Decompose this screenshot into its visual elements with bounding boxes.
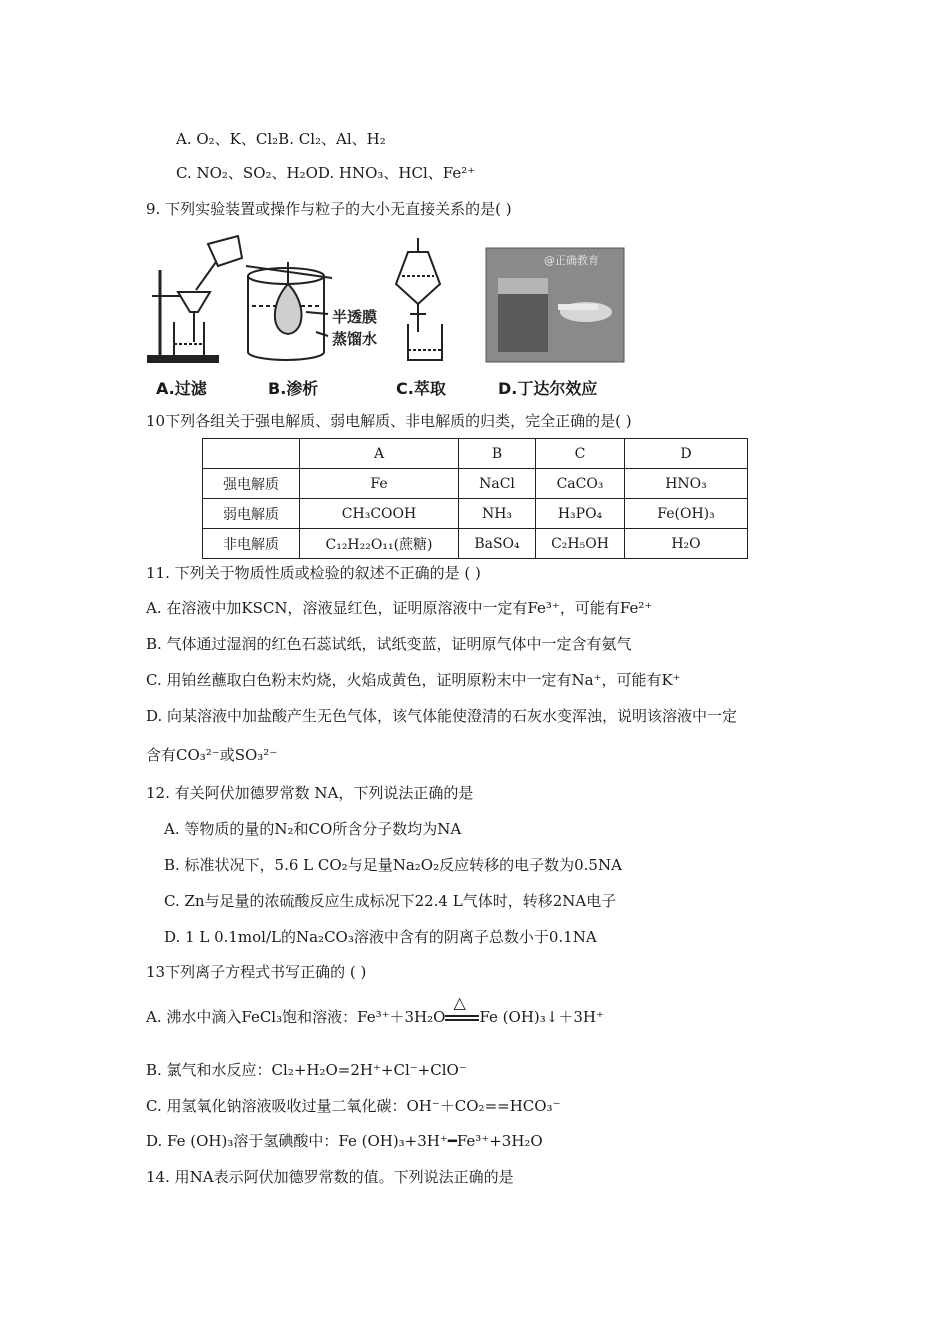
q11-option-b: B. 气体通过湿润的红色石蕊试纸，试纸变蓝，证明原气体中一定含有氨气: [146, 635, 632, 653]
q8-options-ab: A. O₂、K、Cl₂B. Cl₂、Al、H₂: [176, 130, 386, 148]
table-cell: H₃PO₄: [536, 499, 625, 529]
q10-stem: 10下列各组关于强电解质、弱电解质、非电解质的归类，完全正确的是( ): [146, 412, 632, 430]
dialysis-apparatus-icon: [246, 262, 332, 360]
q13a-products: Fe (OH)₃↓＋3H⁺: [479, 1008, 604, 1026]
table-cell: [203, 439, 300, 469]
caption-extraction: C.萃取: [396, 379, 446, 398]
heat-triangle-icon: △: [453, 993, 466, 1012]
table-cell: B: [459, 439, 536, 469]
electrolyte-table: [202, 438, 748, 559]
q14-stem: 14. 用NA表示阿伏加德罗常数的值。下列说法正确的是: [146, 1168, 514, 1186]
table-cell: NH₃: [459, 499, 536, 529]
q13a-reactants: A. 沸水中滴入FeCl₃饱和溶液：Fe³⁺＋3H₂O: [146, 1008, 446, 1026]
table-cell: CaCO₃: [536, 469, 625, 499]
q13-stem: 13下列离子方程式书写正确的 ( ): [146, 963, 367, 981]
q11-stem: 11. 下列关于物质性质或检验的叙述不正确的是 ( ): [146, 564, 481, 582]
table-row: [203, 529, 748, 559]
q12-stem: 12. 有关阿伏加德罗常数 NA，下列说法正确的是: [146, 784, 474, 802]
q13-option-d: D. Fe (OH)₃溶于氢碘酸中：Fe (OH)₃+3H⁺━Fe³⁺+3H₂O: [146, 1132, 543, 1150]
table-cell: H₂O: [625, 529, 748, 559]
q11-option-d-cont: 含有CO₃²⁻或SO₃²⁻: [146, 746, 278, 764]
table-cell: Fe: [300, 469, 459, 499]
heat-equals-sign: [445, 993, 479, 1027]
table-cell: C: [536, 439, 625, 469]
q12-option-b: B. 标准状况下，5.6 L CO₂与足量Na₂O₂反应转移的电子数为0.5NA: [164, 856, 622, 874]
table-cell: NaCl: [459, 469, 536, 499]
separatory-funnel-icon: [396, 238, 442, 360]
table-cell: D: [625, 439, 748, 469]
q8-options-cd: C. NO₂、SO₂、H₂OD. HNO₃、HCl、Fe²⁺: [176, 164, 476, 182]
table-cell: C₁₂H₂₂O₁₁(蔗糖): [300, 529, 459, 559]
caption-tyndall: D.丁达尔效应: [498, 379, 598, 398]
q13-option-a: [146, 993, 604, 1027]
q11-option-d: D. 向某溶液中加盐酸产生无色气体，该气体能使澄清的石灰水变浑浊，说明该溶液中一定: [146, 707, 738, 725]
table-row: [203, 499, 748, 529]
q12-option-a: A. 等物质的量的N₂和CO所含分子数均为NA: [164, 820, 462, 838]
table-cell: C₂H₅OH: [536, 529, 625, 559]
q13-option-b: B. 氯气和水反应：Cl₂+H₂O=2H⁺+Cl⁻+ClO⁻: [146, 1061, 467, 1079]
membrane-label: 半透膜: [332, 308, 378, 326]
filtration-apparatus-icon: [148, 236, 242, 362]
q11-option-c: C. 用铂丝蘸取白色粉末灼烧，火焰成黄色，证明原粉末中一定有Na⁺，可能有K⁺: [146, 671, 681, 689]
table-cell: Fe(OH)₃: [625, 499, 748, 529]
q12-option-c: C. Zn与足量的浓硫酸反应生成标况下22.4 L气体时，转移2NA电子: [164, 892, 617, 910]
caption-dialysis: B.渗析: [268, 379, 319, 398]
table-header-row: [203, 439, 748, 469]
table-cell: 弱电解质: [203, 499, 300, 529]
table-cell: A: [300, 439, 459, 469]
table-cell: HNO₃: [625, 469, 748, 499]
table-row: [203, 469, 748, 499]
table-cell: CH₃COOH: [300, 499, 459, 529]
q11-option-a: A. 在溶液中加KSCN，溶液显红色，证明原溶液中一定有Fe³⁺，可能有Fe²⁺: [146, 599, 653, 617]
watermark: @正确教育: [544, 254, 599, 267]
table-cell: BaSO₄: [459, 529, 536, 559]
table-cell: 非电解质: [203, 529, 300, 559]
q9-figure: [146, 232, 636, 402]
table-cell: 强电解质: [203, 469, 300, 499]
water-label: 蒸馏水: [332, 330, 378, 348]
q12-option-d: D. 1 L 0.1mol/L的Na₂CO₃溶液中含有的阴离子总数小于0.1NA: [164, 928, 597, 946]
q9-stem: 9. 下列实验装置或操作与粒子的大小无直接关系的是( ): [146, 200, 512, 218]
caption-filtration: A.过滤: [156, 379, 207, 398]
tyndall-photo: [486, 248, 624, 362]
q13-option-c: C. 用氢氧化钠溶液吸收过量二氧化碳：OH⁻＋CO₂==HCO₃⁻: [146, 1097, 561, 1115]
